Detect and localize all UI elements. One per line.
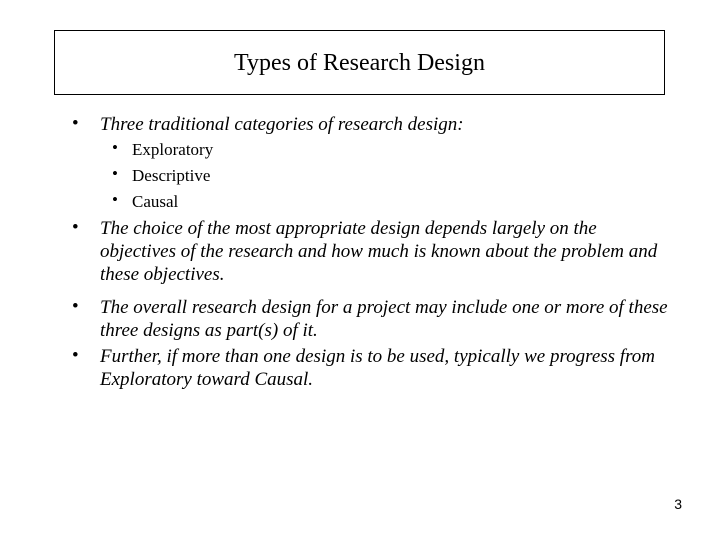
bullet-text-overall: The overall research design for a project may include one or more of these three designs as part(s) of it. bbox=[100, 297, 668, 341]
bullet-marker: • bbox=[72, 296, 79, 317]
bullet-marker: • bbox=[72, 217, 79, 238]
slide-title: Types of Research Design bbox=[234, 49, 485, 76]
page-number: 3 bbox=[674, 496, 682, 512]
bullet-marker: • bbox=[72, 113, 79, 134]
bullet-text-further: Further, if more than one design is to be used, typically we progress from Exploratory toward Causal. bbox=[100, 346, 655, 390]
bullet-marker: • bbox=[72, 345, 79, 366]
bullet-text-choice: The choice of the most appropriate design depends largely on the objectives of the research and how much is known about the problem and these objectives. bbox=[100, 218, 658, 285]
sub-item-exploratory: Exploratory bbox=[132, 140, 214, 159]
sub-item-descriptive: Descriptive bbox=[132, 166, 211, 185]
bullet-text-categories: Three traditional categories of research design: bbox=[100, 114, 464, 135]
sub-bullet-marker: • bbox=[112, 164, 118, 183]
sub-bullet-marker: • bbox=[112, 190, 118, 209]
sub-item-causal: Causal bbox=[132, 192, 179, 211]
sub-bullet-marker: • bbox=[112, 138, 118, 157]
